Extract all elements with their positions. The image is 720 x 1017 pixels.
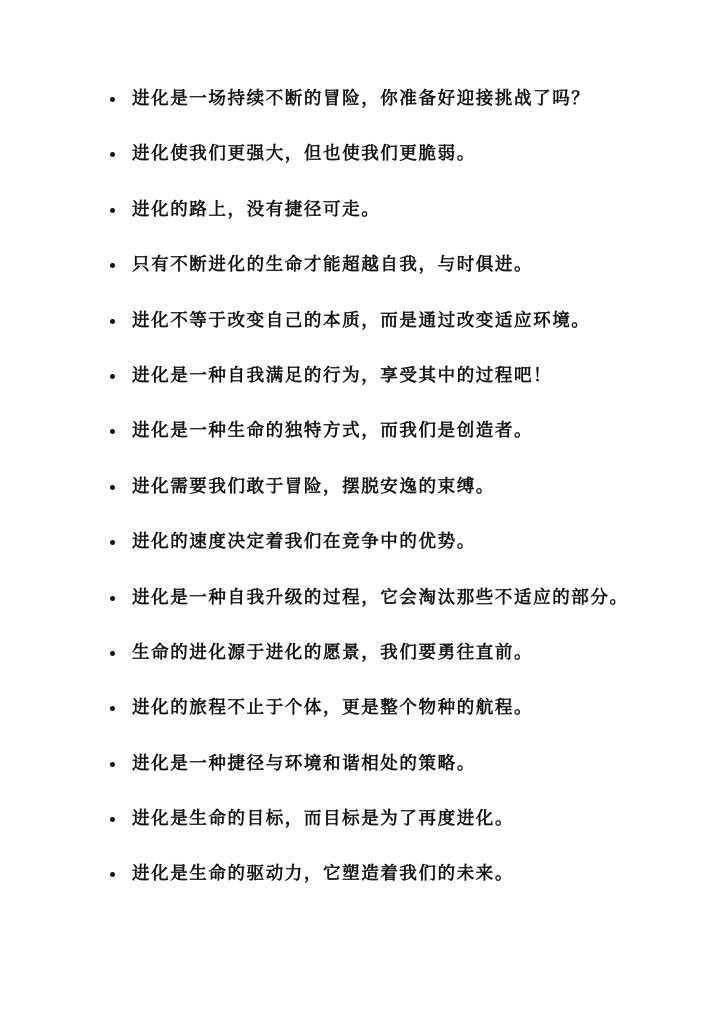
bullet-icon (110, 97, 115, 102)
list-item (110, 417, 690, 472)
bullet-icon (110, 762, 115, 767)
list-item (110, 694, 690, 749)
list-item (110, 140, 690, 195)
bullet-icon (110, 651, 115, 656)
bullet-icon (110, 706, 115, 711)
list-item (110, 860, 690, 915)
bullet-icon (110, 596, 115, 601)
bullet-icon (110, 319, 115, 324)
list-item (110, 85, 690, 140)
list-item-text: 进化使我们更强大，但也使我们更脆弱。 (132, 144, 476, 165)
list-item-text: 只有不断进化的生命才能超越自我，与时俱进。 (132, 255, 534, 276)
list-item-text: 进化是生命的目标，而目标是为了再度进化。 (132, 809, 514, 830)
list-item (110, 307, 690, 362)
list-item (110, 805, 690, 860)
list-item (110, 639, 690, 694)
list-item (110, 528, 690, 583)
list-item-text: 进化的旅程不止于个体，更是整个物种的航程。 (132, 698, 534, 719)
bullet-icon (110, 263, 115, 268)
bullet-icon (110, 374, 115, 379)
bullet-icon (110, 152, 115, 157)
list-item (110, 473, 690, 528)
list-item-text: 进化的路上，没有捷径可走。 (132, 199, 381, 220)
list-item (110, 251, 690, 306)
bullet-icon (110, 208, 115, 213)
list-item-text: 进化的速度决定着我们在竞争中的优势。 (132, 532, 476, 553)
bullet-icon (110, 429, 115, 434)
bullet-icon (110, 540, 115, 545)
list-item-text: 进化是生命的驱动力，它塑造着我们的未来。 (132, 864, 514, 885)
list-item (110, 750, 690, 805)
list-item-text: 进化是一种捷径与环境和谐相处的策略。 (132, 753, 476, 774)
list-item-text: 生命的进化源于进化的愿景，我们要勇往直前。 (132, 642, 534, 663)
list-item (110, 196, 690, 251)
list-item-text: 进化需要我们敢于冒险，摆脱安逸的束缚。 (132, 476, 495, 497)
list-item-text: 进化是一种生命的独特方式，而我们是创造者。 (132, 421, 534, 442)
list-item-text: 进化是一种自我满足的行为，享受其中的过程吧！ (132, 365, 553, 386)
bullet-list (110, 85, 690, 916)
bullet-icon (110, 817, 115, 822)
bullet-icon (110, 872, 115, 877)
list-item-text: 进化是一种自我升级的过程，它会淘汰那些不适应的部分。 (132, 587, 629, 608)
list-item (110, 362, 690, 417)
bullet-icon (110, 485, 115, 490)
list-item-text: 进化不等于改变自己的本质，而是通过改变适应环境。 (132, 310, 591, 331)
list-item-text: 进化是一场持续不断的冒险，你准备好迎接挑战了吗？ (132, 89, 591, 109)
list-item (110, 584, 690, 639)
